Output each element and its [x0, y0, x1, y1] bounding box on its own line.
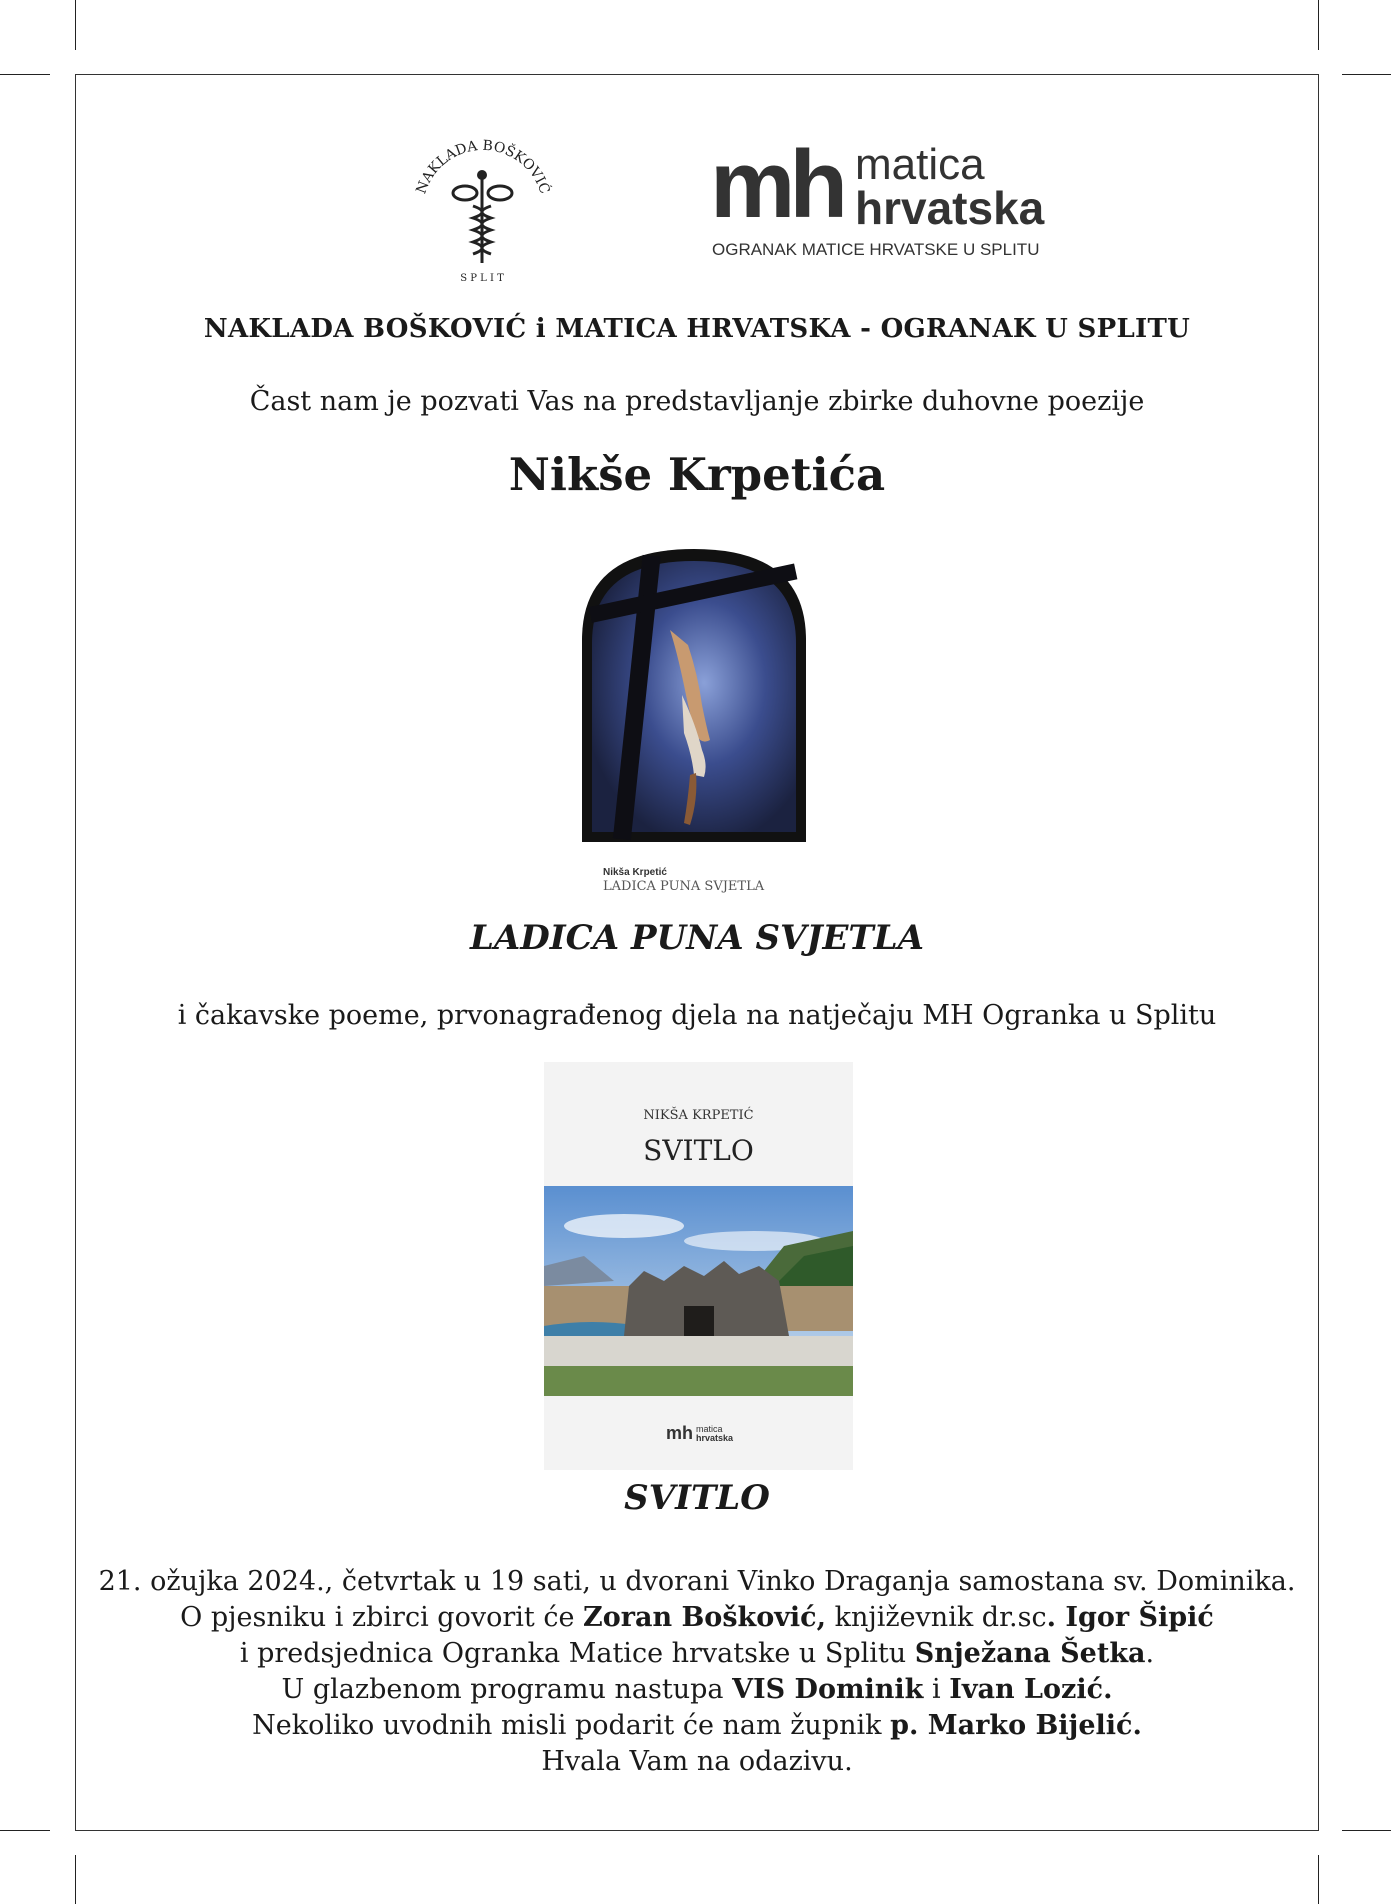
matica-hrvatska-logo: mh matica hrvatska OGRANAK MATICE HRVATSKE U SPLITU	[710, 131, 1045, 259]
president-line: i predsjednica Ogranka Matice hrvatske u Splitu Snježana Šetka.	[239, 1638, 1155, 1669]
book2-publisher-logo	[666, 1422, 746, 1446]
speakers-line: O pjesniku i zbirci govorit će Zoran Bošković, književnik dr.sc. Igor Šipić	[180, 1602, 1214, 1633]
crop-mark	[75, 0, 76, 50]
priest-line: Nekoliko uvodnih misli podarit će nam župnik p. Marko Bijelić.	[252, 1710, 1142, 1741]
crop-mark	[75, 1855, 76, 1904]
event-details	[75, 1564, 1319, 1780]
second-book-intro: i čakavske poeme, prvonagrađenog djela na natječaju MH Ogranka u Splitu	[177, 1000, 1217, 1031]
svg-text:NAKLADA BOŠKOVIĆ: NAKLADA BOŠKOVIĆ	[413, 138, 553, 197]
book2-cover-photo	[544, 1186, 853, 1396]
thanks-line: Hvala Vam na odazivu.	[541, 1746, 853, 1777]
svg-text:hrvatska: hrvatska	[696, 1433, 734, 1443]
svg-text:mh: mh	[666, 1423, 693, 1443]
book2-cover-author: NIKŠA KRPETIĆ	[643, 1108, 754, 1123]
naklada-boskovic-logo	[405, 138, 560, 288]
music-line: U glazbenom programu nastupa VIS Dominik i Ivan Lozić.	[281, 1674, 1113, 1705]
book2-title: SVITLO	[624, 1478, 770, 1518]
crop-mark	[1318, 0, 1319, 50]
mh-monogram: mh	[710, 131, 842, 238]
book1-cover-image	[578, 545, 810, 842]
header-publishers: NAKLADA BOŠKOVIĆ i MATICA HRVATSKA - OGRANAK U SPLITU	[203, 314, 1191, 344]
book2-cover	[544, 1062, 853, 1470]
book1-cover-caption: Nikša Krpetić LADICA PUNA SVJETLA	[603, 867, 765, 894]
svg-text:matica: matica	[696, 1424, 723, 1434]
crop-mark	[0, 1830, 50, 1831]
crop-mark	[1342, 1830, 1391, 1831]
author-name: Nikše Krpetića	[508, 448, 886, 501]
crop-mark	[1342, 74, 1391, 75]
crop-mark	[0, 74, 50, 75]
book1-title: LADICA PUNA SVJETLA	[470, 918, 924, 958]
svg-text:S P L I T: S P L I T	[460, 273, 504, 284]
invitation-text: Čast nam je pozvati Vas na predstavljanje zbirke duhovne poezije	[249, 386, 1145, 417]
crop-mark	[1318, 1855, 1319, 1904]
book2-cover-title: SVITLO	[643, 1134, 754, 1167]
event-date-line: 21. ožujka 2024., četvrtak u 19 sati, u dvorani Vinko Draganja samostana sv. Dominika.	[98, 1566, 1296, 1597]
